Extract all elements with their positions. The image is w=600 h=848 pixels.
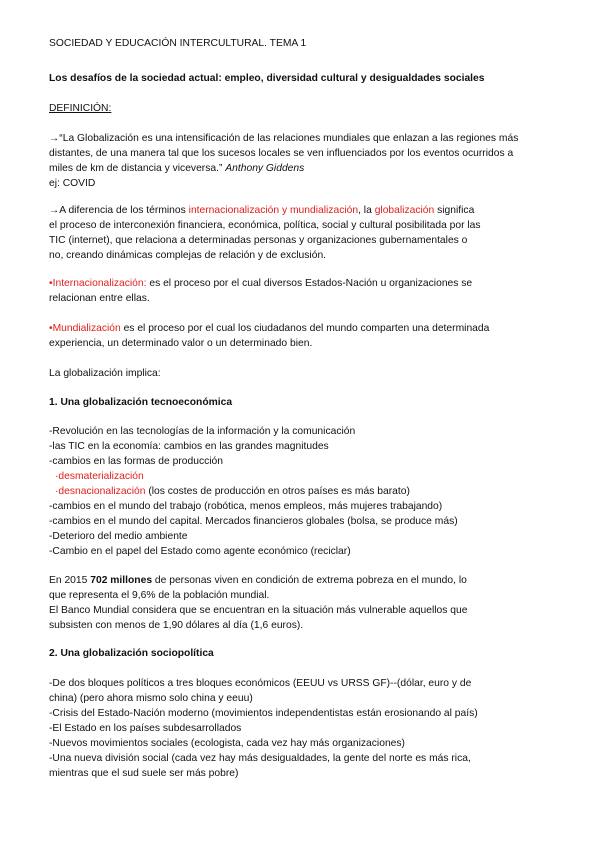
example-line: ej: COVID (49, 178, 96, 189)
sub-item-desnacionalizacion (55, 484, 410, 499)
quote-author: Anthony Giddens (225, 163, 305, 174)
document-subtitle: Los desafíos de la sociedad actual: empleo, diversidad cultural y desigualdades sociales (49, 73, 485, 84)
poverty-text: de personas viven en condición de extrema pobreza en el mundo, lo (152, 575, 467, 586)
quote-line: →“La Globalización es una intensificación de las relaciones mundiales que enlazan a las regiones más (49, 133, 519, 144)
difference-line (49, 203, 474, 218)
world-bank-line: subsisten con menos de 1,90 dólares al día (1,6 euros). (49, 620, 304, 631)
definition-line: experiencia, un determinado valor o un determinado bien. (49, 338, 313, 349)
list-item: -Nuevos movimientos sociales (ecologista, cada vez hay más organizaciones) (49, 738, 405, 749)
list-item: -cambios en el mundo del capital. Mercados financieros globales (bolsa, se produce más) (49, 516, 458, 527)
section2-heading: 2. Una globalización sociopolítica (49, 648, 214, 659)
poverty-text: En 2015 (49, 575, 91, 586)
definition-text: es el proceso por el cual diversos Estados-Nación u organizaciones se (146, 278, 473, 289)
difference-line: TIC (internet), que relaciona a determinadas personas y organizaciones gubernamentales o (49, 235, 468, 246)
definition-text: es el proceso por el cual los ciudadanos del mundo comparten una determinada (120, 323, 490, 334)
implica-line: La globalización implica: (49, 368, 161, 379)
term-desnacionalizacion: ·desnacionalización (55, 486, 146, 497)
list-item: -Cambio en el papel del Estado como agente económico (reciclar) (49, 546, 351, 557)
internacionalizacion-definition (49, 276, 472, 291)
highlight-globalizacion: globalización (374, 205, 435, 216)
section1-heading: 1. Una globalización tecnoeconómica (49, 397, 233, 408)
poverty-line (49, 573, 467, 588)
poverty-figure: 702 millones (90, 575, 153, 586)
list-item: -El Estado en los países subdesarrollados (49, 723, 242, 734)
difference-text: →A diferencia de los términos (49, 205, 189, 216)
list-item: -cambios en el mundo del trabajo (robótica, menos empleos, más mujeres trabajando) (49, 501, 443, 512)
list-item: -las TIC en la economía: cambios en las grandes magnitudes (49, 441, 329, 452)
list-item: -De dos bloques políticos a tres bloques económicos (EEUU vs URSS GF)--(dólar, euro y de (49, 678, 472, 689)
definition-heading: DEFINICIÓN: (49, 103, 112, 114)
list-item: -Crisis del Estado-Nación moderno (movimientos independentistas están erosionando al país) (49, 708, 478, 719)
list-item: mientras que el sud suele ser más pobre) (49, 768, 239, 779)
difference-line: no, creando dinámicas complejas de relación y de exclusión. (49, 250, 327, 261)
highlight-terms: internacionalización y mundialización (188, 205, 359, 216)
term-mundializacion: •Mundialización (49, 323, 121, 334)
list-item: -cambios en las formas de producción (49, 456, 223, 467)
list-item: -Una nueva división social (cada vez hay más desigualdades, la gente del norte es más rica, (49, 753, 471, 764)
world-bank-line: El Banco Mundial considera que se encuentran en la situación más vulnerable aquellos que (49, 605, 468, 616)
list-item: -Deterioro del medio ambiente (49, 531, 188, 542)
difference-text: , la (358, 205, 375, 216)
definition-line: relacionan entre ellas. (49, 293, 150, 304)
quote-line: distantes, de una manera tal que los sucesos locales se ven influenciados por los eventos ocurridos a (49, 148, 514, 159)
difference-text: significa (434, 205, 475, 216)
document-header: SOCIEDAD Y EDUCACIÓN INTERCULTURAL. TEMA 1 (49, 38, 307, 49)
difference-line: el proceso de interconexión financiera, económica, política, social y cultural posibilitada por las (49, 220, 481, 231)
term-internacionalizacion: •Internacionalización: (49, 278, 147, 289)
sub-item-desmaterializacion: ·desmaterialización (55, 471, 144, 482)
poverty-line: que representa el 9,6% de la población mundial. (49, 590, 270, 601)
quote-text: miles de km de distancia y viceversa.” (49, 163, 223, 174)
sub-item-text: (los costes de producción en otros países es más barato) (145, 486, 410, 497)
list-item: -Revolución en las tecnologías de la información y la comunicación (49, 426, 356, 437)
list-item: china) (pero ahora mismo solo china y eeuu) (49, 693, 253, 704)
mundializacion-definition (49, 321, 489, 336)
quote-line (49, 161, 304, 176)
